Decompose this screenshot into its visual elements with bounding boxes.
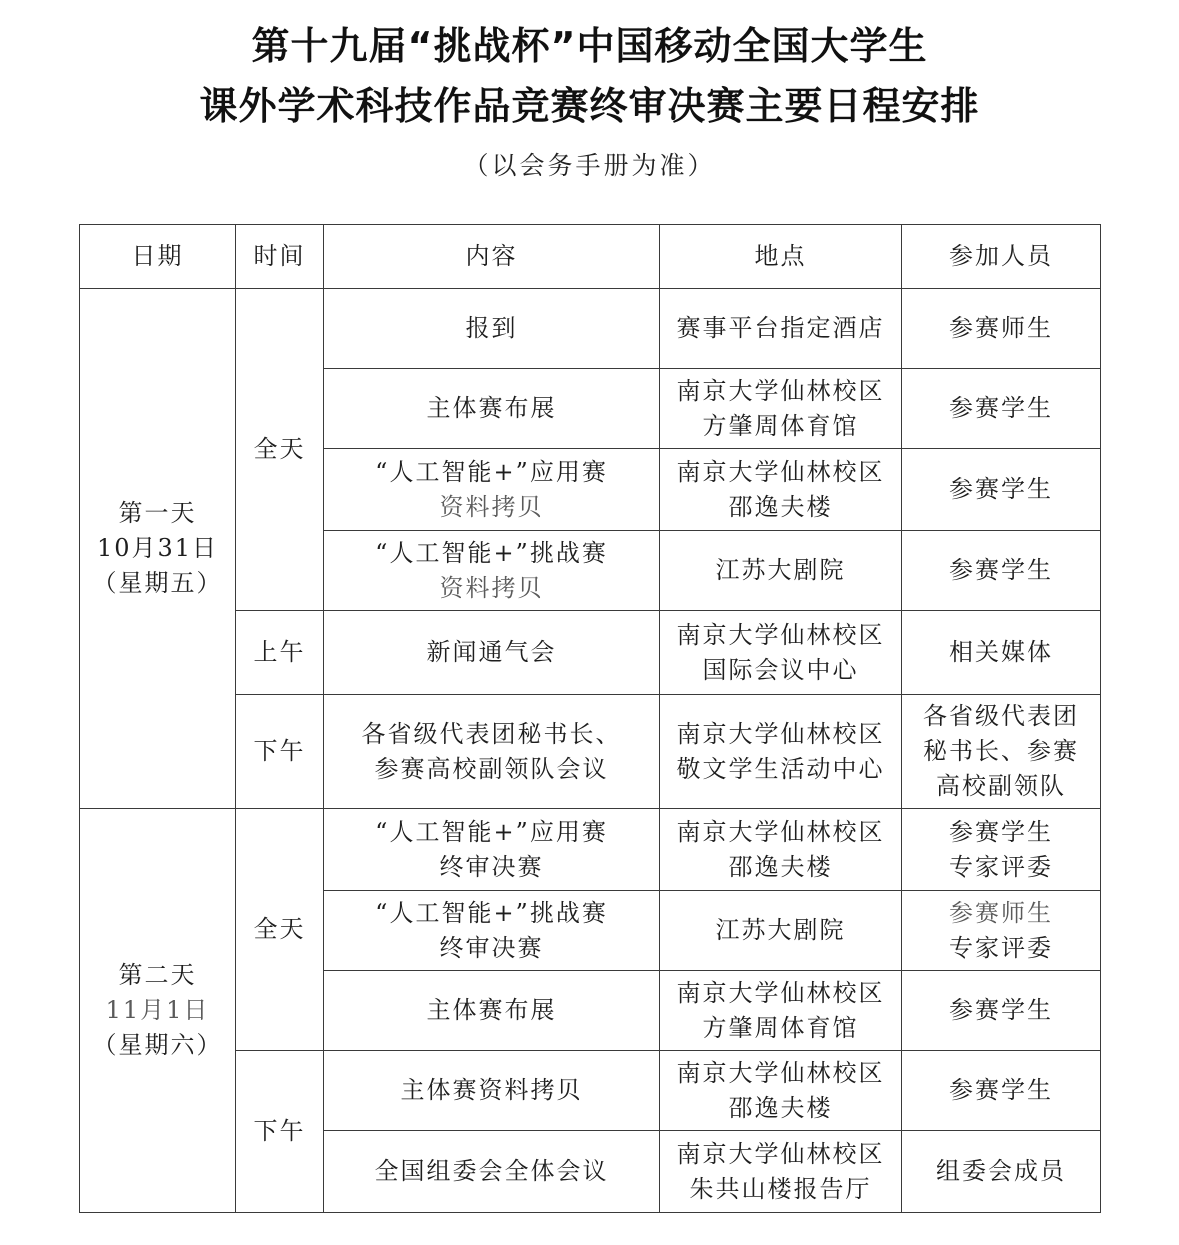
content-line: “人工智能+”应用赛 (375, 817, 608, 846)
schedule-table (79, 224, 1101, 1213)
content-cell (324, 289, 660, 369)
content-line: “人工智能+”挑战赛 (375, 538, 608, 567)
location-line: 敬文学生活动中心 (676, 754, 885, 783)
location-line: 南京大学仙林校区 (676, 978, 885, 1007)
location-cell (660, 695, 902, 809)
period-cell: 下午 (236, 695, 324, 809)
header-content: 内容 (324, 225, 660, 289)
participants-line: 专家评委 (949, 933, 1053, 962)
location-cell (660, 809, 902, 891)
participants-cell (902, 971, 1101, 1051)
content-cell (324, 611, 660, 695)
location-line: 邵逸夫楼 (728, 492, 833, 521)
location-line: 南京大学仙林校区 (676, 1058, 885, 1087)
location-line: 国际会议中心 (702, 655, 859, 684)
header-participants: 参加人员 (902, 225, 1101, 289)
participants-cell (902, 531, 1101, 611)
participants-cell (902, 1131, 1101, 1213)
header-location: 地点 (660, 225, 902, 289)
document-title-line1: 第十九届“挑战杯”中国移动全国大学生 (251, 24, 928, 68)
location-line: 江苏大剧院 (715, 916, 846, 944)
location-cell (660, 611, 902, 695)
content-line: 全国组委会全体会议 (374, 1157, 609, 1185)
location-line: 赛事平台指定酒店 (676, 314, 885, 342)
participants-line: 秘书长、参赛 (923, 737, 1079, 765)
content-cell (324, 369, 660, 449)
header-time: 时间 (236, 225, 324, 289)
period-cell: 下午 (236, 1051, 324, 1213)
location-cell (660, 971, 902, 1051)
participants-line: 参赛学生 (949, 556, 1053, 584)
location-line: 南京大学仙林校区 (676, 1139, 885, 1168)
location-line: 邵逸夫楼 (728, 852, 833, 881)
content-cell (324, 449, 660, 531)
content-cell (324, 695, 660, 809)
content-line: 资料拷贝 (439, 492, 544, 521)
content-cell (324, 531, 660, 611)
table-row (80, 289, 1101, 369)
location-line: 朱共山楼报告厅 (689, 1174, 872, 1203)
location-line: 南京大学仙林校区 (676, 817, 885, 846)
day-cell-day1 (80, 289, 236, 809)
participants-line: 参赛师生 (949, 314, 1053, 342)
location-line: 方肇周体育馆 (702, 411, 859, 440)
location-cell (660, 531, 902, 611)
participants-cell (902, 289, 1101, 369)
participants-cell (902, 1051, 1101, 1131)
participants-line: 组委会成员 (936, 1157, 1066, 1185)
location-cell (660, 891, 902, 971)
participants-cell (902, 891, 1101, 971)
content-line: “人工智能+”挑战赛 (375, 898, 608, 927)
document-title-line2: 课外学术科技作品竞赛终审决赛主要日程安排 (199, 84, 980, 128)
participants-cell (902, 449, 1101, 531)
table-row (80, 809, 1101, 891)
content-line: 终审决赛 (439, 933, 544, 962)
document-note: （以会务手册为准） (463, 151, 716, 180)
location-line: 邵逸夫楼 (728, 1093, 833, 1122)
content-cell (324, 1131, 660, 1213)
table-header-row (80, 225, 1101, 289)
participants-line: 高校副领队 (936, 772, 1066, 800)
day2-label-line1: 第二天 (118, 961, 197, 989)
content-line: 新闻通气会 (426, 638, 557, 666)
participants-line: 各省级代表团 (923, 702, 1079, 730)
content-line: 终审决赛 (439, 852, 544, 881)
location-line: 南京大学仙林校区 (676, 457, 885, 486)
period-cell: 全天 (236, 289, 324, 611)
header-date: 日期 (80, 225, 236, 289)
participants-line: 相关媒体 (949, 638, 1053, 666)
participants-line: 参赛学生 (949, 996, 1053, 1024)
day2-label-line2: 11月1日 (105, 996, 210, 1024)
location-line: 南京大学仙林校区 (676, 719, 885, 748)
day1-label-line3: （星期五） (92, 569, 223, 597)
participants-line: 参赛师生 (949, 898, 1053, 927)
content-line: 各省级代表团秘书长、 (361, 719, 622, 748)
participants-line: 参赛学生 (949, 1076, 1053, 1104)
participants-cell (902, 611, 1101, 695)
content-line: “人工智能+”应用赛 (375, 457, 608, 486)
participants-line: 参赛学生 (949, 475, 1053, 503)
content-cell (324, 971, 660, 1051)
location-cell (660, 1051, 902, 1131)
location-line: 方肇周体育馆 (702, 1013, 859, 1042)
participants-cell (902, 695, 1101, 809)
location-line: 南京大学仙林校区 (676, 376, 885, 405)
participants-line: 参赛学生 (949, 394, 1053, 422)
participants-cell (902, 809, 1101, 891)
participants-line: 参赛学生 (949, 817, 1053, 846)
day1-label-line2: 10月31日 (96, 534, 219, 562)
location-line: 南京大学仙林校区 (676, 620, 885, 649)
content-line: 资料拷贝 (439, 573, 544, 602)
content-line: 主体赛布展 (426, 394, 557, 422)
period-cell: 全天 (236, 809, 324, 1051)
content-cell (324, 809, 660, 891)
content-line: 主体赛资料拷贝 (400, 1076, 583, 1104)
location-cell (660, 1131, 902, 1213)
day2-label-line3: （星期六） (92, 1031, 223, 1059)
content-line: 主体赛布展 (426, 996, 557, 1024)
participants-line: 专家评委 (949, 852, 1053, 881)
location-cell (660, 449, 902, 531)
period-cell: 上午 (236, 611, 324, 695)
participants-cell (902, 369, 1101, 449)
day1-label-line1: 第一天 (118, 499, 197, 527)
location-cell (660, 289, 902, 369)
location-line: 江苏大剧院 (715, 556, 846, 584)
content-line: 参赛高校副领队会议 (374, 754, 609, 783)
content-cell (324, 1051, 660, 1131)
location-cell (660, 369, 902, 449)
day-cell-day2 (80, 809, 236, 1213)
content-line: 报到 (465, 314, 518, 342)
content-cell (324, 891, 660, 971)
